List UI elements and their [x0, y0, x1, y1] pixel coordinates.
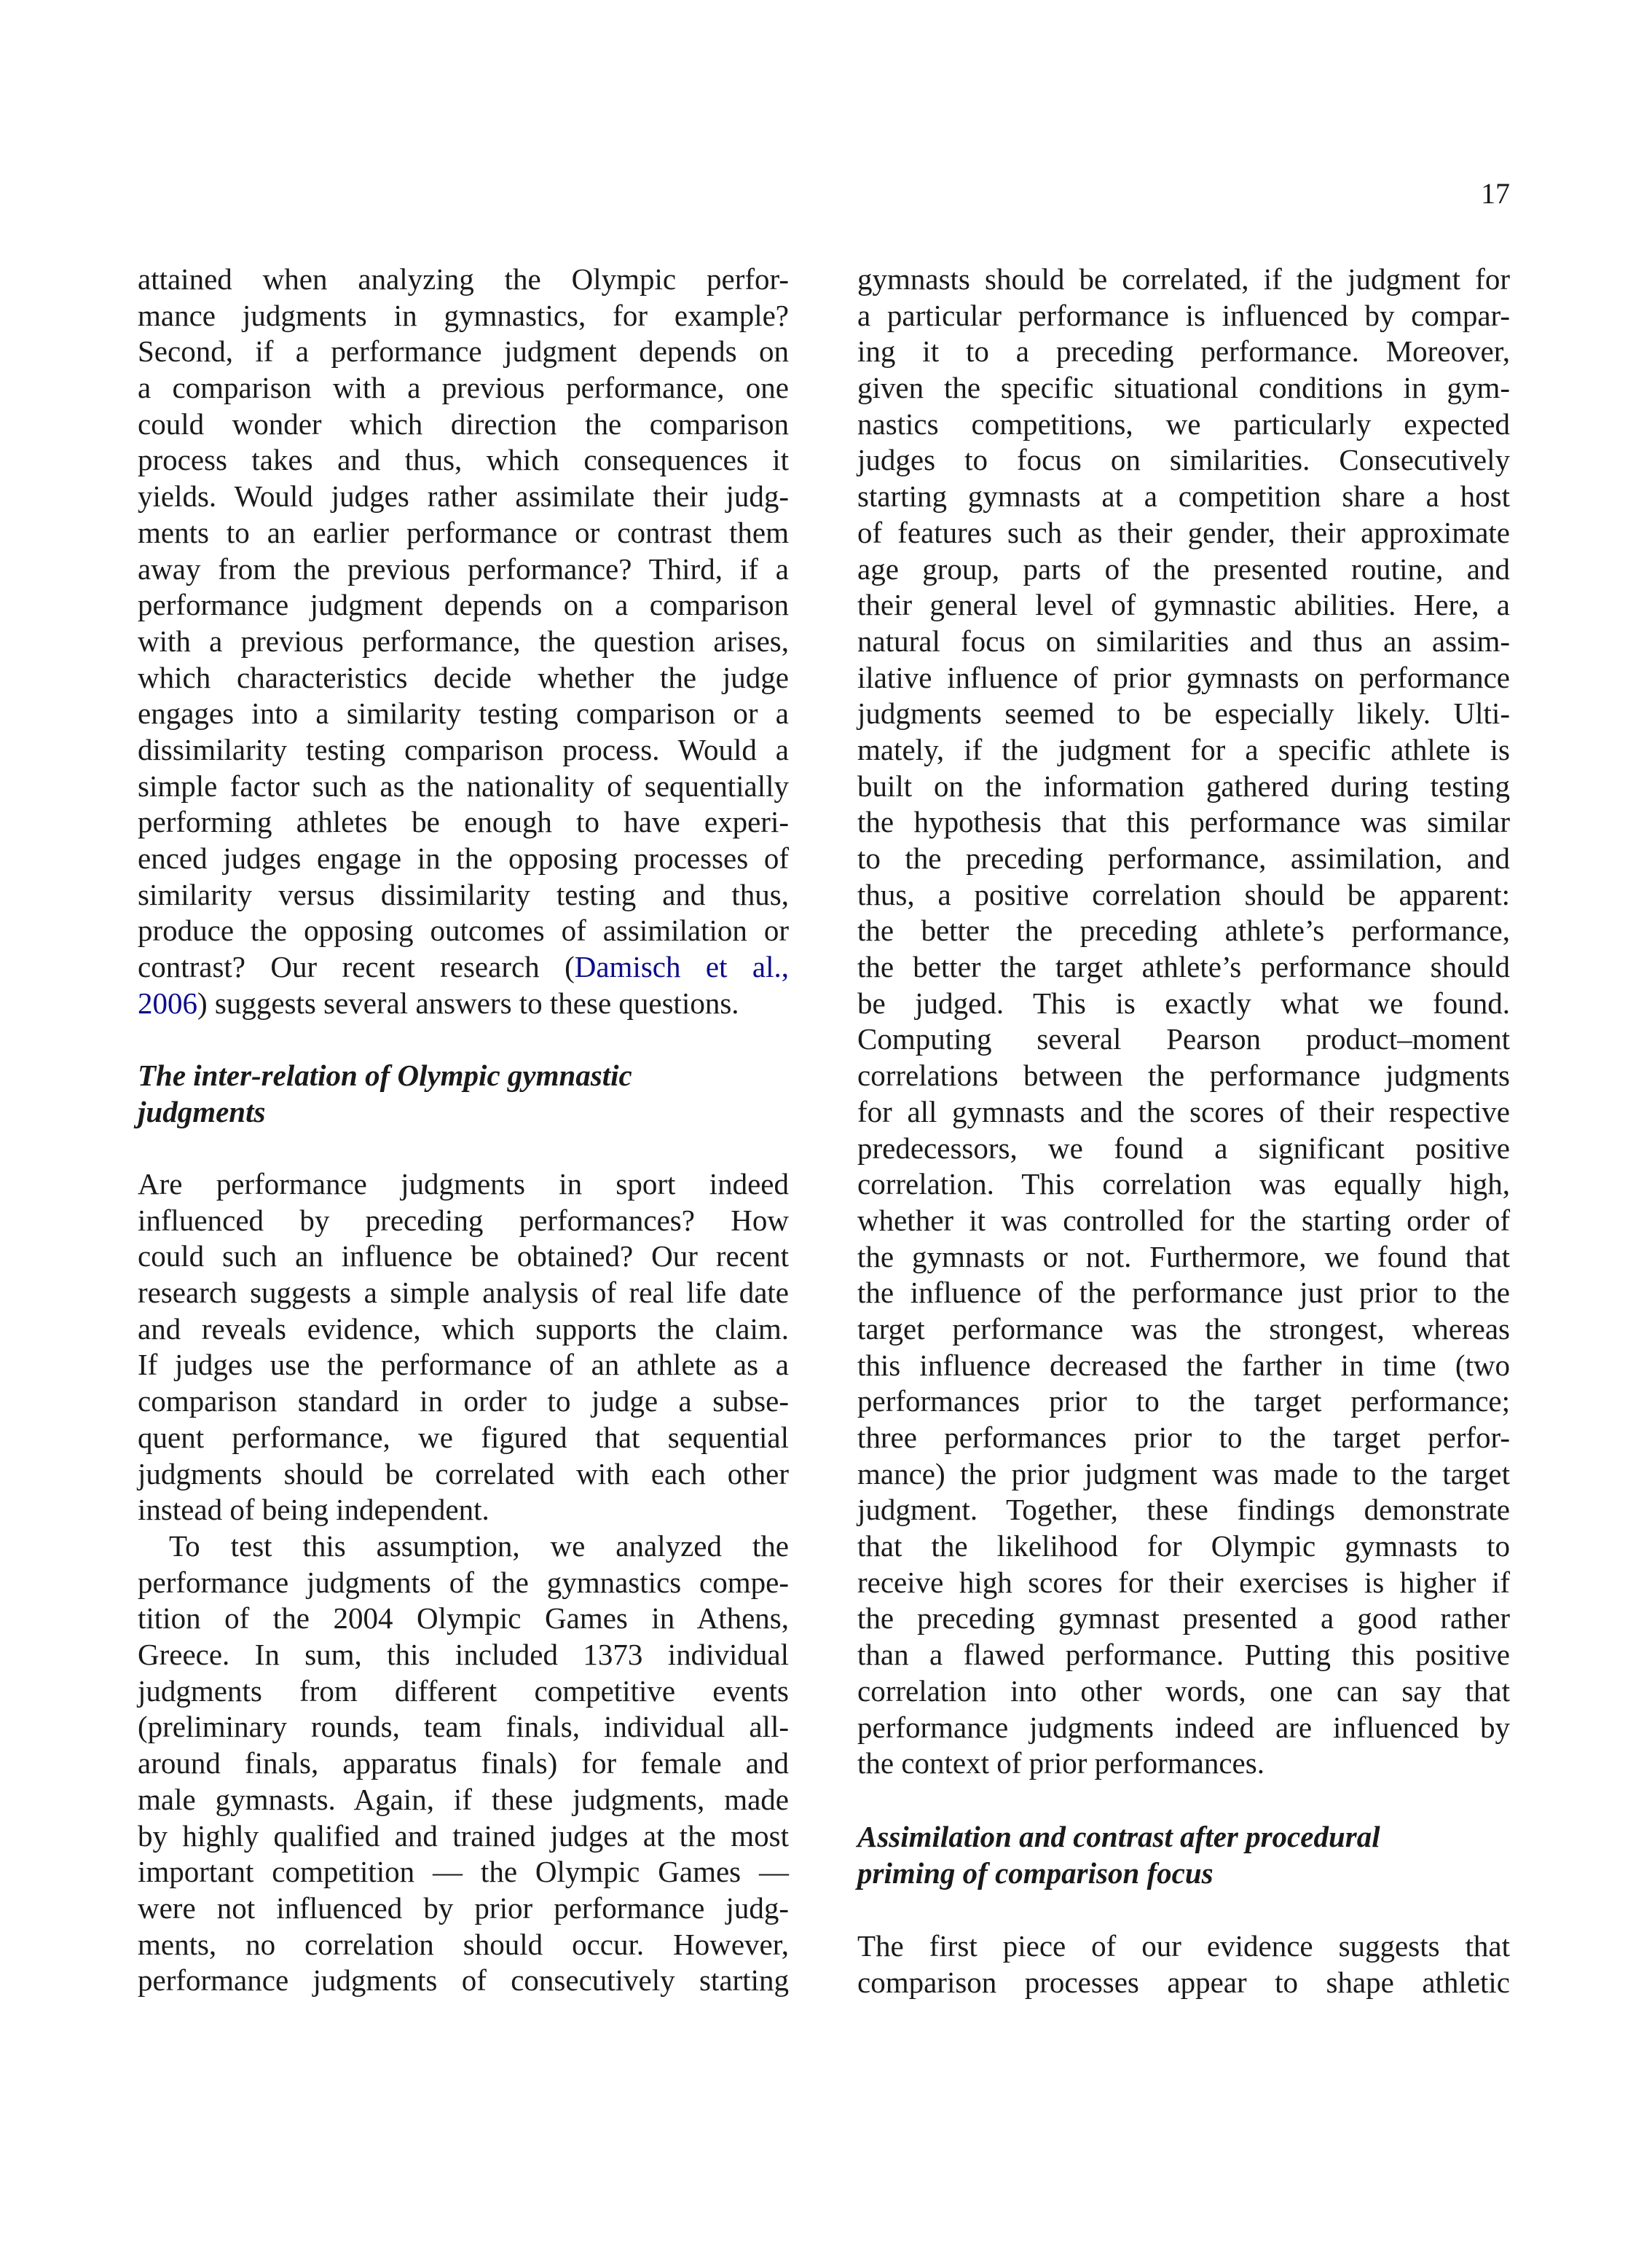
text-line: The first piece of our evidence suggests that	[857, 1929, 1510, 1963]
text-line: for all gymnasts and the scores of their respective	[857, 1094, 1510, 1128]
text-line: the better the preceding athlete’s performance,	[857, 914, 1510, 948]
text-line: ilative influence of prior gymnasts on performance	[857, 660, 1510, 694]
text-line: male gymnasts. Again, if these judgments, made	[138, 1782, 789, 1816]
text-line: that the likelihood for Olympic gymnasts to	[857, 1529, 1510, 1563]
text-line: judgments from different competitive events	[138, 1673, 789, 1708]
text-line: a comparison with a previous performance, one	[138, 371, 789, 405]
paragraph	[138, 262, 789, 1021]
text-line: around finals, apparatus finals) for female and	[138, 1746, 789, 1780]
section-heading	[138, 1058, 789, 1130]
paragraph	[857, 262, 1510, 1782]
paragraph	[138, 1528, 789, 1999]
text-line: receive high scores for their exercises is higher if	[857, 1565, 1510, 1599]
text-line: were not influenced by prior performance judg-	[138, 1890, 789, 1925]
citation-link[interactable]: 2006	[138, 986, 197, 1020]
text-line: Are performance judgments in sport indeed	[138, 1167, 789, 1201]
text-line: mance judgments in gymnastics, for example?	[138, 298, 789, 332]
text-line: instead of being independent.	[138, 1493, 489, 1527]
text-line: target performance was the strongest, whereas	[857, 1311, 1510, 1346]
text-line: attained when analyzing the Olympic perfor-	[138, 262, 789, 296]
text-line: produce the opposing outcomes of assimilation or	[138, 914, 789, 948]
text-line: away from the previous performance? Third, if a	[138, 551, 789, 586]
text-line: given the specific situational conditions in gym-	[857, 371, 1510, 405]
text-line: similarity versus dissimilarity testing and thus,	[138, 877, 789, 911]
paragraph	[138, 1166, 789, 1528]
text-line: judgment. Together, these findings demonstrate	[857, 1493, 1510, 1527]
page-number: 17	[1481, 177, 1510, 210]
text-line: comparison standard in order to judge a subse-	[138, 1384, 789, 1418]
text-line: age group, parts of the presented routine, and	[857, 551, 1510, 586]
text-line: Greece. In sum, this included 1373 individual	[138, 1638, 789, 1672]
text-line: with a previous performance, the question arises,	[138, 624, 789, 658]
text-line: comparison processes appear to shape athletic	[857, 1965, 1510, 1999]
text-line: performance judgments of the gymnastics compe-	[138, 1565, 789, 1599]
text-line: quent performance, we figured that sequential	[138, 1420, 789, 1454]
text-line: the better the target athlete’s performance should	[857, 950, 1510, 984]
text-line: built on the information gathered during testing	[857, 769, 1510, 803]
text-line: yields. Would judges rather assimilate their judg-	[138, 479, 789, 514]
text-line: simple factor such as the nationality of sequentially	[138, 769, 789, 803]
text-line: judgments seemed to be especially likely. Ulti-	[857, 696, 1510, 731]
text-line: process takes and thus, which consequences it	[138, 443, 789, 477]
text-line: judges to focus on similarities. Consecutively	[857, 443, 1510, 477]
text-line: ments, no correlation should occur. However,	[138, 1927, 789, 1961]
text-line: predecessors, we found a significant positive	[857, 1131, 1510, 1165]
text-line: by highly qualified and trained judges at the most	[138, 1818, 789, 1853]
paragraph	[857, 1928, 1510, 2000]
text-line: and reveals evidence, which supports the claim.	[138, 1311, 789, 1346]
text-line: the gymnasts or not. Furthermore, we found that	[857, 1239, 1510, 1273]
heading-line: priming of comparison focus	[857, 1856, 1214, 1890]
text-line: nastics competitions, we particularly expected	[857, 407, 1510, 441]
text-line: judgments should be correlated with each other	[138, 1456, 789, 1491]
text-segment: ) suggests several answers to these questions.	[197, 986, 739, 1020]
text-line: their general level of gymnastic abilities. Here, a	[857, 588, 1510, 622]
section-heading	[857, 1819, 1510, 1891]
text-line: performing athletes be enough to have experi-	[138, 805, 789, 839]
text-segment: contrast? Our recent research (	[138, 950, 575, 984]
text-line: the hypothesis that this performance was similar	[857, 805, 1510, 839]
text-line: correlation into other words, one can say that	[857, 1673, 1510, 1708]
text-line: tition of the 2004 Olympic Games in Athens,	[138, 1601, 789, 1635]
heading-line: judgments	[138, 1094, 266, 1128]
text-line: natural focus on similarities and thus an assim-	[857, 624, 1510, 658]
text-line: the context of prior performances.	[857, 1746, 1264, 1780]
text-line: dissimilarity testing comparison process. Would a	[138, 732, 789, 766]
text-line: correlation. This correlation was equally high,	[857, 1167, 1510, 1201]
text-line: mance) the prior judgment was made to the target	[857, 1456, 1510, 1491]
citation-link[interactable]: Damisch et al.,	[574, 950, 789, 984]
text-line: three performances prior to the target perfor-	[857, 1421, 1510, 1454]
text-line: which characteristics decide whether the judge	[138, 660, 789, 694]
text-line: gymnasts should be correlated, if the judgment for	[857, 262, 1510, 296]
text-line: enced judges engage in the opposing processes of	[138, 841, 789, 875]
text-line: influenced by preceding performances? How	[138, 1203, 789, 1237]
text-line: Second, if a performance judgment depends on	[138, 334, 789, 369]
text-line	[138, 949, 789, 986]
text-line: a particular performance is influenced by compar-	[857, 298, 1510, 332]
text-line: If judges use the performance of an athlete as a	[138, 1348, 789, 1382]
text-line	[138, 986, 789, 1022]
text-line: than a flawed performance. Putting this positive	[857, 1638, 1510, 1672]
text-line: could such an influence be obtained? Our recent	[138, 1239, 789, 1273]
text-line: performance judgments indeed are influenced by	[857, 1710, 1510, 1744]
text-line: could wonder which direction the comparison	[138, 407, 789, 441]
text-line: Computing several Pearson product–moment	[857, 1022, 1510, 1056]
text-line: whether it was controlled for the starting order of	[857, 1203, 1510, 1237]
text-line: this influence decreased the farther in time (two	[857, 1348, 1510, 1382]
text-line: to the preceding performance, assimilation, and	[857, 841, 1510, 875]
text-line: correlations between the performance judgments	[857, 1059, 1510, 1093]
text-line: starting gymnasts at a competition share a host	[857, 479, 1510, 514]
text-line: mately, if the judgment for a specific athlete is	[857, 732, 1510, 766]
text-line: (preliminary rounds, team finals, individual all-	[138, 1710, 789, 1744]
text-line: To test this assumption, we analyzed the	[169, 1529, 789, 1563]
text-line: important competition — the Olympic Games —	[138, 1855, 789, 1889]
text-line: of features such as their gender, their approximate	[857, 515, 1510, 549]
text-line: performance judgment depends on a comparison	[138, 588, 789, 622]
text-line: performances prior to the target performance;	[857, 1384, 1510, 1418]
text-line: ments to an earlier performance or contrast them	[138, 515, 789, 549]
text-line: be judged. This is exactly what we found.	[857, 986, 1510, 1020]
text-line: the influence of the performance just prior to the	[857, 1276, 1510, 1310]
text-line: engages into a similarity testing comparison or a	[138, 696, 789, 731]
heading-line: Assimilation and contrast after procedural	[857, 1820, 1380, 1853]
heading-line: The inter-relation of Olympic gymnastic	[138, 1059, 632, 1092]
text-line: ing it to a preceding performance. Moreover,	[857, 334, 1510, 369]
text-line: thus, a positive correlation should be apparent:	[857, 877, 1510, 911]
text-line: research suggests a simple analysis of real life date	[138, 1276, 789, 1310]
text-line: performance judgments of consecutively starting	[138, 1963, 789, 1998]
text-line: the preceding gymnast presented a good rather	[857, 1601, 1510, 1635]
